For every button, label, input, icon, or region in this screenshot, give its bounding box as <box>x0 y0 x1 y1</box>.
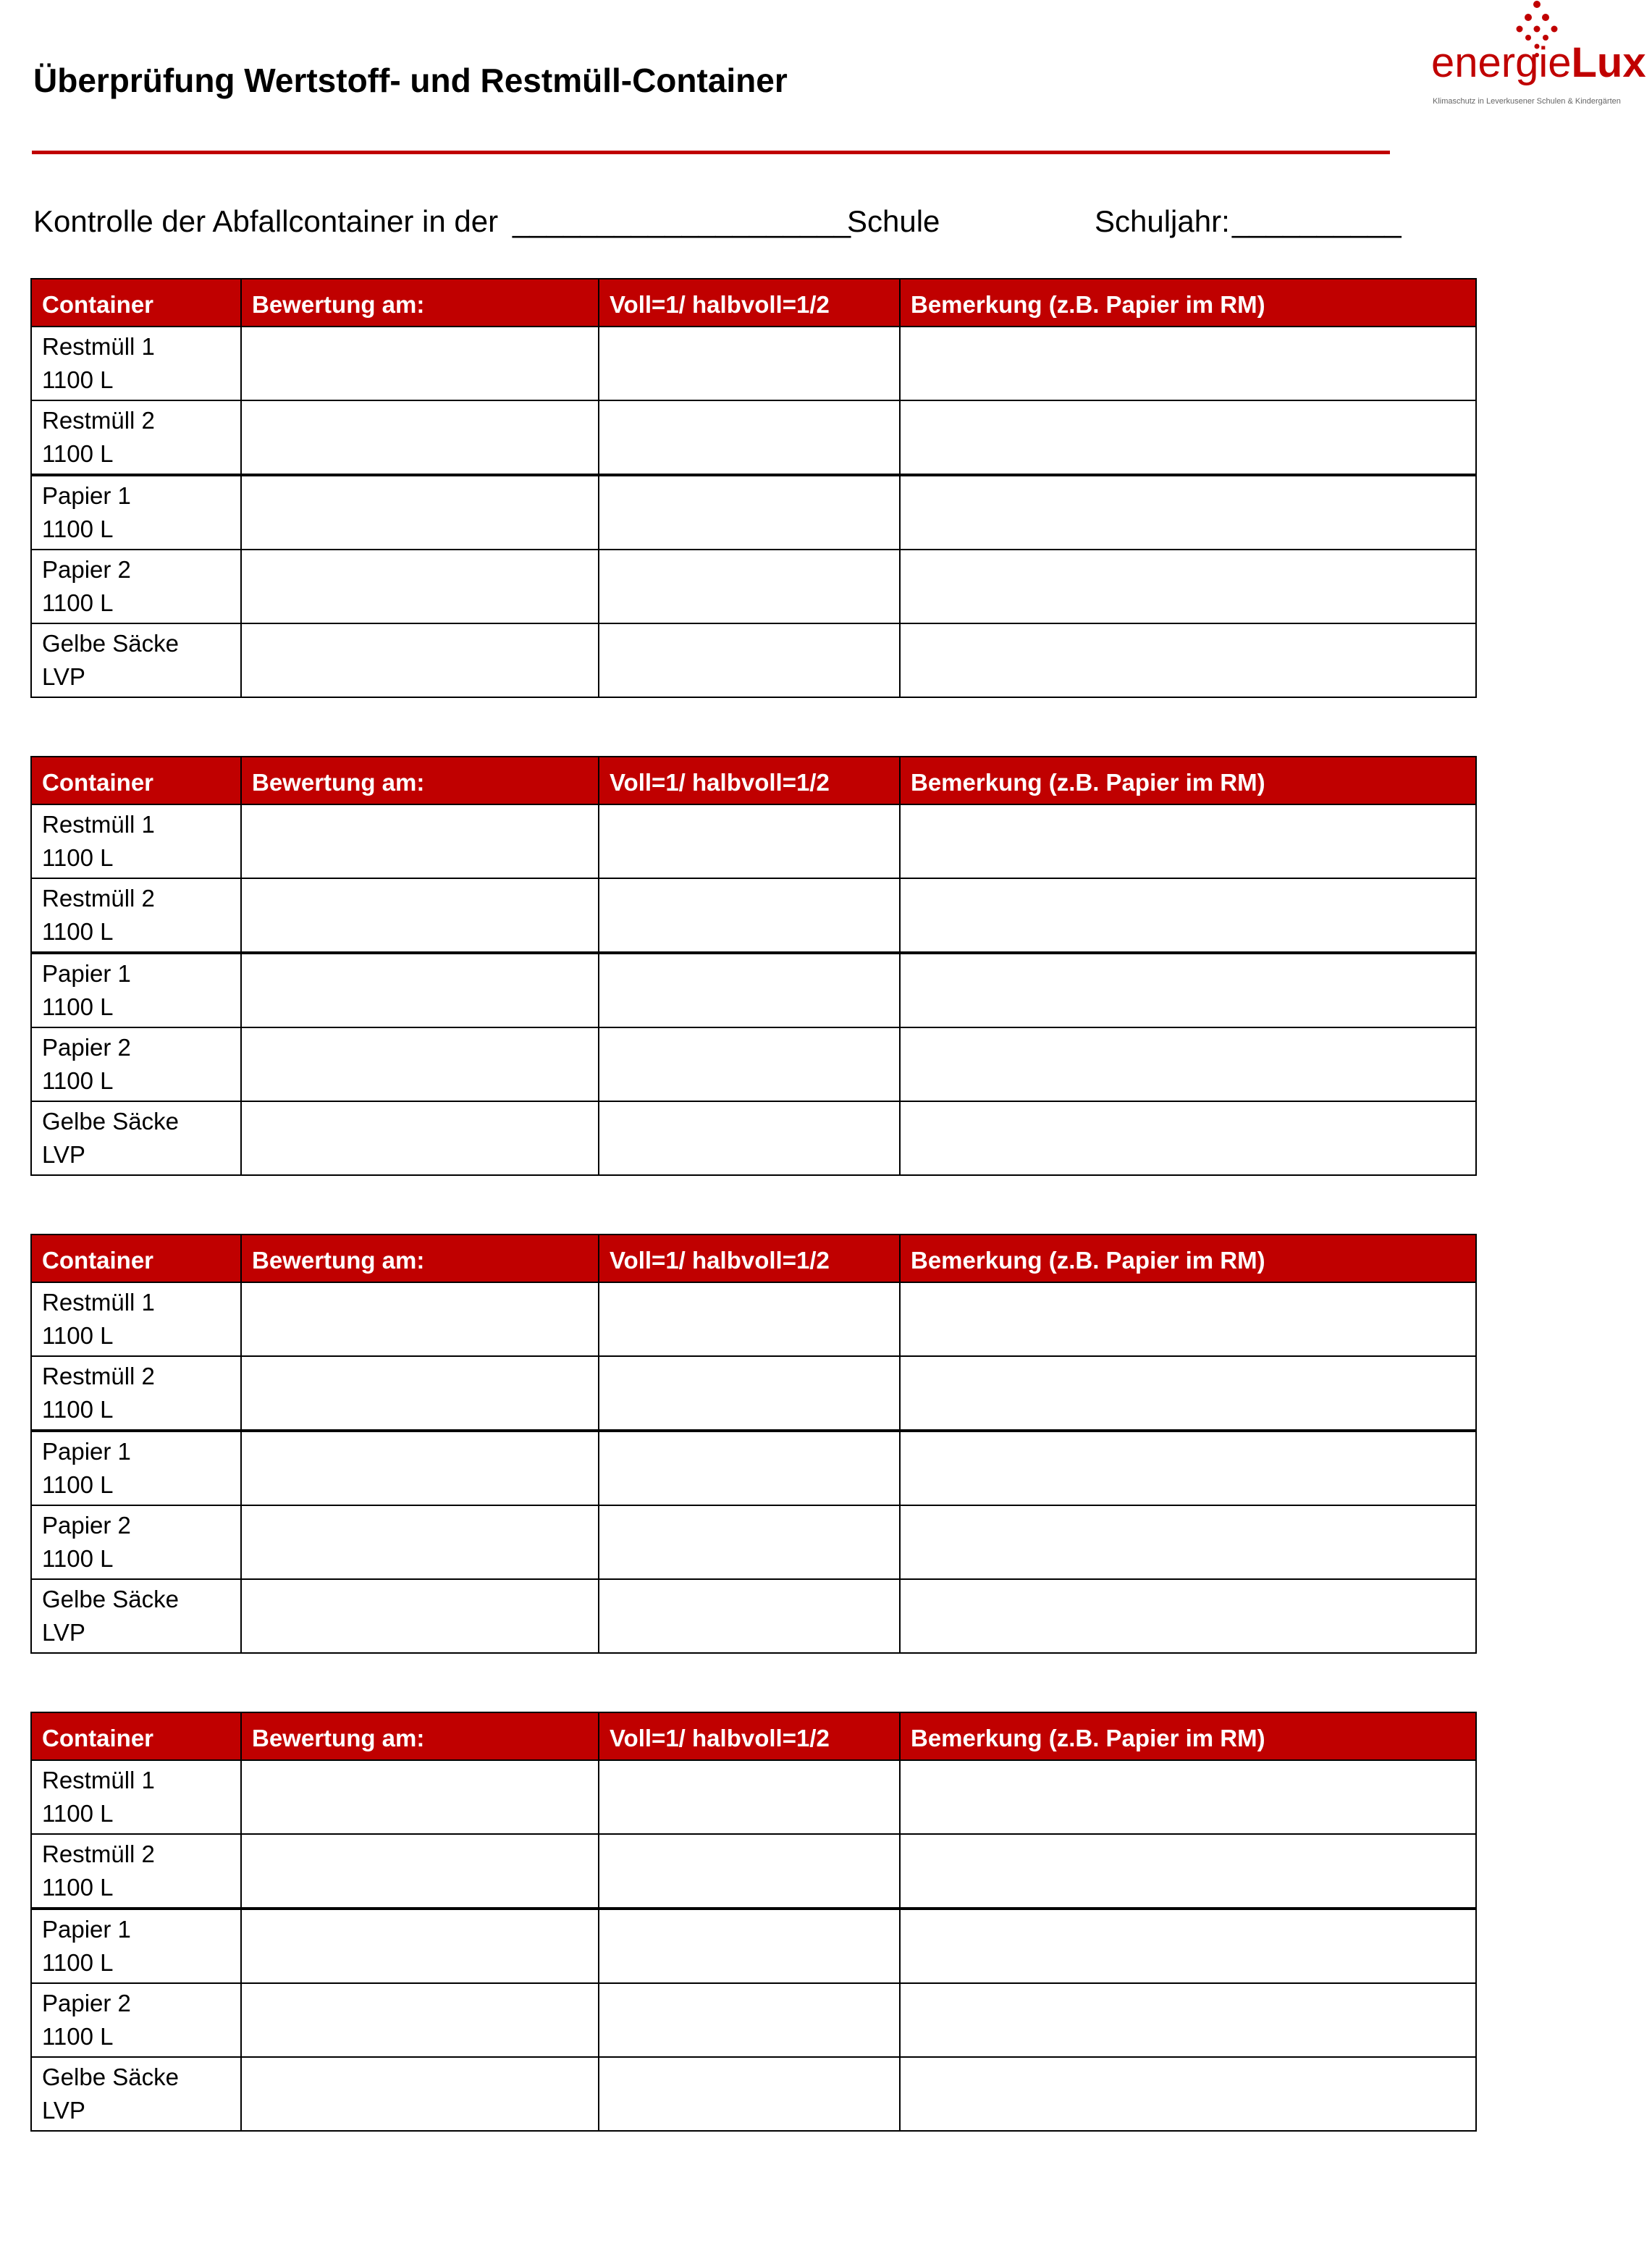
date-entry-cell[interactable] <box>241 400 599 475</box>
column-header: Bewertung am: <box>241 1712 599 1760</box>
container-name-cell <box>31 1027 241 1101</box>
logo-word-bold: Lux <box>1571 39 1646 86</box>
remark-cell[interactable] <box>900 327 1476 400</box>
container-type: Papier 1 <box>42 482 131 509</box>
inspection-table <box>30 1712 1477 2132</box>
container-name-cell <box>31 1909 241 1983</box>
container-type: Papier 1 <box>42 1916 131 1943</box>
container-capacity: LVP <box>42 2097 85 2124</box>
table-row <box>31 1834 1476 1909</box>
column-header: Bewertung am: <box>241 757 599 804</box>
fill-level-cell[interactable] <box>599 1983 900 2057</box>
date-entry-cell[interactable] <box>241 1101 599 1175</box>
container-name-cell <box>31 2057 241 2131</box>
table-row <box>31 1027 1476 1101</box>
container-capacity: LVP <box>42 663 85 690</box>
table-row <box>31 1101 1476 1175</box>
school-year-label: Schuljahr: <box>1095 204 1230 238</box>
date-entry-cell[interactable] <box>241 1027 599 1101</box>
table-row <box>31 953 1476 1027</box>
container-capacity: 1100 L <box>42 1322 114 1349</box>
fill-level-cell[interactable] <box>599 1431 900 1505</box>
table-header-row <box>31 1712 1476 1760</box>
container-name-cell <box>31 1834 241 1909</box>
container-type: Restmüll 1 <box>42 333 155 360</box>
fill-level-cell[interactable] <box>599 1579 900 1653</box>
table-row <box>31 878 1476 953</box>
date-entry-cell[interactable] <box>241 1431 599 1505</box>
container-capacity: 1100 L <box>42 1545 114 1572</box>
remark-cell[interactable] <box>900 1834 1476 1909</box>
container-name-cell <box>31 400 241 475</box>
column-header: Voll=1/ halbvoll=1/2 <box>599 757 900 804</box>
table-row <box>31 1760 1476 1834</box>
remark-cell[interactable] <box>900 1760 1476 1834</box>
table-header-row <box>31 757 1476 804</box>
container-capacity: LVP <box>42 1619 85 1646</box>
container-name-cell <box>31 327 241 400</box>
table-row <box>31 550 1476 623</box>
intro-school-label: Schule <box>847 204 940 238</box>
energielux-logo <box>1430 0 1647 116</box>
fill-level-cell[interactable] <box>599 878 900 953</box>
page-title: Überprüfung Wertstoff- und Restmüll-Container <box>33 62 788 99</box>
date-entry-cell[interactable] <box>241 327 599 400</box>
container-name-cell <box>31 1505 241 1579</box>
container-name-cell <box>31 1282 241 1356</box>
date-entry-cell[interactable] <box>241 1356 599 1431</box>
column-header: Voll=1/ halbvoll=1/2 <box>599 279 900 327</box>
container-type: Gelbe Säcke <box>42 2064 179 2090</box>
container-type: Papier 2 <box>42 1512 131 1539</box>
fill-level-cell[interactable] <box>599 550 900 623</box>
container-capacity: 1100 L <box>42 993 114 1020</box>
table-row <box>31 400 1476 475</box>
column-header: Bemerkung (z.B. Papier im RM) <box>900 279 1476 327</box>
container-capacity: 1100 L <box>42 1874 114 1901</box>
fill-level-cell[interactable] <box>599 1356 900 1431</box>
date-entry-cell[interactable] <box>241 1760 599 1834</box>
date-entry-cell[interactable] <box>241 550 599 623</box>
date-entry-cell[interactable] <box>241 1983 599 2057</box>
date-entry-cell[interactable] <box>241 475 599 550</box>
container-name-cell <box>31 1431 241 1505</box>
container-type: Gelbe Säcke <box>42 630 179 657</box>
container-name-cell <box>31 804 241 878</box>
fill-level-cell[interactable] <box>599 1027 900 1101</box>
container-name-cell <box>31 1579 241 1653</box>
remark-cell[interactable] <box>900 1101 1476 1175</box>
container-capacity: 1100 L <box>42 844 114 871</box>
table-row <box>31 1909 1476 1983</box>
table-row <box>31 1983 1476 2057</box>
container-capacity: 1100 L <box>42 589 114 616</box>
fill-level-cell[interactable] <box>599 1909 900 1983</box>
container-type: Papier 1 <box>42 1438 131 1465</box>
remark-cell[interactable] <box>900 1909 1476 1983</box>
date-entry-cell[interactable] <box>241 2057 599 2131</box>
container-name-cell <box>31 1760 241 1834</box>
container-name-cell <box>31 1983 241 2057</box>
container-capacity: LVP <box>42 1141 85 1168</box>
column-header: Container <box>31 1712 241 1760</box>
column-header: Bemerkung (z.B. Papier im RM) <box>900 757 1476 804</box>
column-header: Bemerkung (z.B. Papier im RM) <box>900 1235 1476 1282</box>
fill-level-cell[interactable] <box>599 1101 900 1175</box>
container-type: Papier 1 <box>42 960 131 987</box>
table-row <box>31 1579 1476 1653</box>
fill-level-cell[interactable] <box>599 1760 900 1834</box>
table-row <box>31 804 1476 878</box>
column-header: Container <box>31 1235 241 1282</box>
container-capacity: 1100 L <box>42 1471 114 1498</box>
container-type: Restmüll 2 <box>42 1841 155 1867</box>
remark-cell[interactable] <box>900 1983 1476 2057</box>
logo-wordmark <box>1431 39 1646 86</box>
remark-cell[interactable] <box>900 550 1476 623</box>
container-type: Papier 2 <box>42 556 131 583</box>
container-type: Restmüll 1 <box>42 1767 155 1793</box>
remark-cell[interactable] <box>900 2057 1476 2131</box>
date-entry-cell[interactable] <box>241 623 599 697</box>
table-row <box>31 1505 1476 1579</box>
container-capacity: 1100 L <box>42 1949 114 1976</box>
table-row <box>31 327 1476 400</box>
school-year-blank[interactable]: __________ <box>1232 204 1402 238</box>
fill-level-cell[interactable] <box>599 327 900 400</box>
container-capacity: 1100 L <box>42 516 114 542</box>
container-name-cell <box>31 623 241 697</box>
remark-cell[interactable] <box>900 400 1476 475</box>
container-capacity: 1100 L <box>42 1800 114 1827</box>
fill-level-cell[interactable] <box>599 2057 900 2131</box>
column-header: Container <box>31 757 241 804</box>
table-header-row <box>31 1235 1476 1282</box>
container-capacity: 1100 L <box>42 2023 114 2050</box>
remark-cell[interactable] <box>900 953 1476 1027</box>
container-name-cell <box>31 878 241 953</box>
fill-level-cell[interactable] <box>599 1505 900 1579</box>
column-header: Voll=1/ halbvoll=1/2 <box>599 1712 900 1760</box>
container-capacity: 1100 L <box>42 440 114 467</box>
school-name-blank[interactable]: ____________________ <box>513 204 851 238</box>
column-header: Container <box>31 279 241 327</box>
inspection-table <box>30 278 1477 698</box>
fill-level-cell[interactable] <box>599 475 900 550</box>
remark-cell[interactable] <box>900 1282 1476 1356</box>
column-header: Bewertung am: <box>241 279 599 327</box>
container-name-cell <box>31 1356 241 1431</box>
container-capacity: 1100 L <box>42 918 114 945</box>
table-header-row <box>31 279 1476 327</box>
container-capacity: 1100 L <box>42 366 114 393</box>
remark-cell[interactable] <box>900 1579 1476 1653</box>
container-type: Restmüll 1 <box>42 811 155 838</box>
remark-cell[interactable] <box>900 475 1476 550</box>
container-name-cell <box>31 475 241 550</box>
container-type: Restmüll 2 <box>42 407 155 434</box>
remark-cell[interactable] <box>900 1027 1476 1101</box>
table-row <box>31 1356 1476 1431</box>
table-row <box>31 475 1476 550</box>
fill-level-cell[interactable] <box>599 804 900 878</box>
table-row <box>31 623 1476 697</box>
container-name-cell <box>31 953 241 1027</box>
container-name-cell <box>31 1101 241 1175</box>
container-type: Gelbe Säcke <box>42 1586 179 1612</box>
container-capacity: 1100 L <box>42 1396 114 1423</box>
date-entry-cell[interactable] <box>241 953 599 1027</box>
container-type: Restmüll 1 <box>42 1289 155 1316</box>
logo-word-light: energie <box>1431 39 1572 86</box>
fill-level-cell[interactable] <box>599 953 900 1027</box>
title-divider <box>32 151 1390 154</box>
inspection-table <box>30 1234 1477 1654</box>
container-type: Restmüll 2 <box>42 885 155 912</box>
date-entry-cell[interactable] <box>241 1834 599 1909</box>
column-header: Voll=1/ halbvoll=1/2 <box>599 1235 900 1282</box>
date-entry-cell[interactable] <box>241 804 599 878</box>
inspection-table <box>30 756 1477 1176</box>
table-row <box>31 2057 1476 2131</box>
fill-level-cell[interactable] <box>599 400 900 475</box>
fill-level-cell[interactable] <box>599 1834 900 1909</box>
logo-tagline: Klimaschutz in Leverkusener Schulen & Kindergärten <box>1433 97 1621 106</box>
fill-level-cell[interactable] <box>599 1282 900 1356</box>
remark-cell[interactable] <box>900 623 1476 697</box>
container-capacity: 1100 L <box>42 1067 114 1094</box>
column-header: Bewertung am: <box>241 1235 599 1282</box>
fill-level-cell[interactable] <box>599 623 900 697</box>
remark-cell[interactable] <box>900 1356 1476 1431</box>
date-entry-cell[interactable] <box>241 1505 599 1579</box>
remark-cell[interactable] <box>900 1431 1476 1505</box>
container-type: Papier 2 <box>42 1034 131 1061</box>
remark-cell[interactable] <box>900 878 1476 953</box>
intro-prefix: Kontrolle der Abfallcontainer in der <box>33 204 507 238</box>
container-type: Restmüll 2 <box>42 1363 155 1389</box>
table-row <box>31 1431 1476 1505</box>
table-row <box>31 1282 1476 1356</box>
date-entry-cell[interactable] <box>241 1579 599 1653</box>
remark-cell[interactable] <box>900 804 1476 878</box>
container-name-cell <box>31 550 241 623</box>
date-entry-cell[interactable] <box>241 878 599 953</box>
container-type: Papier 2 <box>42 1990 131 2016</box>
date-entry-cell[interactable] <box>241 1909 599 1983</box>
column-header: Bemerkung (z.B. Papier im RM) <box>900 1712 1476 1760</box>
remark-cell[interactable] <box>900 1505 1476 1579</box>
date-entry-cell[interactable] <box>241 1282 599 1356</box>
container-type: Gelbe Säcke <box>42 1108 179 1135</box>
